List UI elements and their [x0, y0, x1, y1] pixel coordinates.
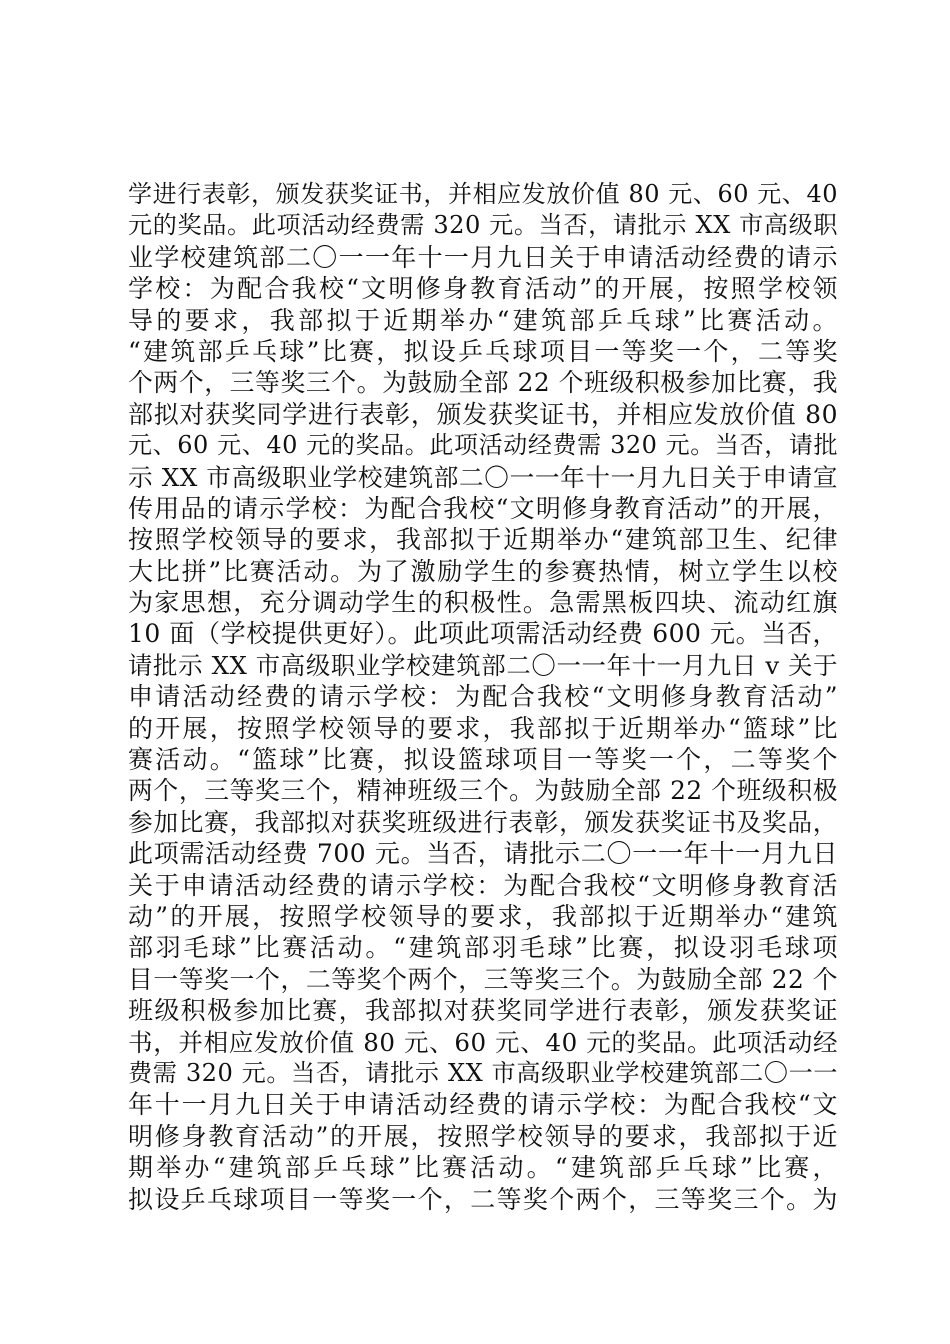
text-line: 的开展，按照学校领导的要求，我部拟于近期举办“篮球”比: [128, 713, 838, 743]
text-line: 元、60 元、40 元的奖品。此项活动经费需 320 元。当否，请批: [128, 431, 838, 460]
text-line: 导的要求，我部拟于近期举办“建筑部乒乓球”比赛活动。: [128, 305, 838, 335]
text-line: 动”的开展，按照学校领导的要求，我部拟于近期举办“建筑: [128, 901, 838, 931]
text-line: 拟设乒乓球项目一等奖一个，二等奖个两个，三等奖三个。为: [128, 1184, 838, 1214]
text-line: 年十一月九日关于申请活动经费的请示学校：为配合我校“文: [128, 1090, 838, 1120]
text-line: 关于申请活动经费的请示学校：为配合我校“文明修身教育活: [128, 870, 838, 900]
text-line: 示 XX 市高级职业学校建筑部二〇一一年十一月九日关于申请宣: [128, 462, 838, 492]
text-line: 个两个，三等奖三个。为鼓励全部 22 个班级积极参加比赛，我: [128, 368, 838, 398]
text-line: 业学校建筑部二〇一一年十一月九日关于申请活动经费的请示: [128, 242, 838, 272]
text-line: 大比拼”比赛活动。为了激励学生的参赛热情，树立学生以校: [128, 556, 838, 586]
text-line: 参加比赛，我部拟对获奖班级进行表彰，颁发获奖证书及奖品，: [128, 807, 838, 837]
text-line: 班级积极参加比赛，我部拟对获奖同学进行表彰，颁发获奖证: [128, 996, 838, 1026]
text-line: 申请活动经费的请示学校：为配合我校“文明修身教育活动”: [128, 682, 838, 712]
body-text: [128, 179, 838, 1215]
text-line: “建筑部乒乓球”比赛，拟设乒乓球项目一等奖一个，二等奖: [128, 336, 838, 366]
text-line: 此项需活动经费 700 元。当否，请批示二〇一一年十一月九日: [128, 839, 838, 869]
text-line: 部拟对获奖同学进行表彰，颁发获奖证书，并相应发放价值 80: [128, 399, 838, 429]
text-line: 目一等奖一个，二等奖个两个，三等奖三个。为鼓励全部 22 个: [128, 964, 838, 994]
text-line: 请批示 XX 市高级职业学校建筑部二〇一一年十一月九日 v 关于: [128, 650, 838, 680]
text-line: 期举办“建筑部乒乓球”比赛活动。“建筑部乒乓球”比赛，: [128, 1153, 838, 1183]
text-line: 赛活动。“篮球”比赛，拟设篮球项目一等奖一个，二等奖个: [128, 745, 838, 775]
text-line: 学校：为配合我校“文明修身教育活动”的开展，按照学校领: [128, 274, 838, 304]
text-line: 明修身教育活动”的开展，按照学校领导的要求，我部拟于近: [128, 1121, 838, 1151]
text-line: 元的奖品。此项活动经费需 320 元。当否，请批示 XX 市高级职: [128, 211, 838, 240]
text-line: 费需 320 元。当否，请批示 XX 市高级职业学校建筑部二〇一一: [128, 1058, 838, 1087]
text-line: 书，并相应发放价值 80 元、60 元、40 元的奖品。此项活动经: [128, 1027, 838, 1057]
text-line: 为家思想，充分调动学生的积极性。急需黑板四块、流动红旗: [128, 588, 838, 618]
text-line: 10 面（学校提供更好）。此项此项需活动经费 600 元。当否，: [128, 619, 838, 649]
text-line: 两个，三等奖三个，精神班级三个。为鼓励全部 22 个班级积极: [128, 776, 838, 806]
text-line: 学进行表彰，颁发获奖证书，并相应发放价值 80 元、60 元、40: [128, 180, 838, 208]
text-line: 按照学校领导的要求，我部拟于近期举办“建筑部卫生、纪律: [128, 525, 838, 555]
text-line: 传用品的请示学校：为配合我校“文明修身教育活动”的开展，: [128, 493, 838, 523]
text-line: 部羽毛球”比赛活动。“建筑部羽毛球”比赛，拟设羽毛球项: [128, 933, 838, 963]
